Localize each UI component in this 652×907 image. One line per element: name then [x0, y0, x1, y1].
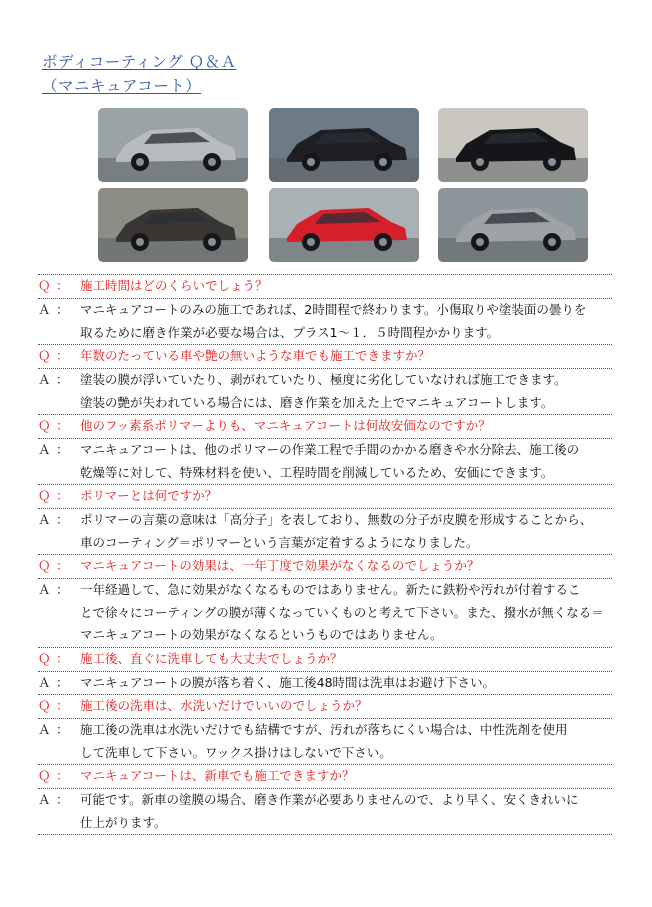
- answer-text: マニキュアコートのみの施工であれば、2時間程で終わります。小傷取りや塗装面の曇りを: [80, 302, 587, 317]
- title-line-2: （マニキュアコート）: [42, 77, 202, 95]
- marker-colon: ：: [56, 278, 69, 293]
- question-row: [38, 345, 612, 368]
- answer-line: [38, 742, 612, 765]
- question-text: ポリマーとは何ですか？: [80, 488, 218, 503]
- answer-line: [38, 509, 612, 532]
- answer-line: [38, 672, 612, 695]
- question-marker: Ｑ: [38, 650, 51, 666]
- marker-colon: ：: [56, 348, 69, 363]
- question-marker: Ｑ: [38, 768, 51, 783]
- question-text: 施工後、直ぐに洗車しても大丈夫でしょうか？: [80, 650, 343, 666]
- answer-text: 車のコーティング＝ポリマーという言葉が定着するようになりました。: [80, 534, 479, 550]
- qa-item: [38, 415, 612, 485]
- question-text: 施工後の洗車は、水洗いだけでいいのでしょうか？: [80, 698, 368, 713]
- marker-colon: ：: [56, 674, 69, 690]
- marker-colon: ：: [56, 698, 69, 713]
- marker-colon: ：: [56, 372, 69, 387]
- answer-line: [38, 812, 612, 835]
- question-marker: Ｑ: [38, 558, 51, 573]
- marker-colon: ：: [56, 582, 69, 597]
- question-marker: Ｑ: [38, 348, 51, 363]
- question-row: [38, 415, 612, 438]
- answer-marker: Ａ: [38, 674, 51, 690]
- question-marker: Ｑ: [38, 488, 51, 503]
- answer-line: [38, 322, 612, 345]
- car-photo-1: [98, 108, 248, 182]
- answer-line: [38, 789, 612, 812]
- car-icon: [98, 108, 248, 182]
- marker-colon: ：: [56, 558, 69, 573]
- page-title: [42, 50, 237, 98]
- answer-text: 可能です。新車の塗膜の場合、磨き作業が必要ありませんので、より早く、安くきれいに: [80, 792, 579, 807]
- answer-text: マニキュアコートは、他のポリマーの作業工程で手間のかかる磨きや水分除去、施工後の: [80, 442, 580, 457]
- marker-colon: ：: [56, 488, 69, 503]
- qa-item: [38, 555, 612, 648]
- answer-line: [38, 579, 612, 602]
- question-marker: Ｑ: [38, 418, 51, 433]
- answer-line: [38, 392, 612, 415]
- answer-text: 仕上がります。: [80, 814, 167, 830]
- question-text: マニキュアコートの効果は、一年丁度で効果がなくなるのでしょうか？: [80, 558, 480, 573]
- question-text: 他のフッ素系ポリマーよりも、マニキュアコートは何故安価なのですか？: [80, 418, 491, 433]
- answer-text: 乾燥等に対して、特殊材料を使い、工程時間を削減しているため、安価にできます。: [80, 464, 554, 480]
- answer-line: [38, 439, 612, 462]
- question-row: [38, 765, 612, 788]
- car-icon: [269, 188, 419, 262]
- answer-text: 塗装の艶が失われている場合には、磨き作業を加えた上でマニキュアコートします。: [80, 394, 554, 410]
- qa-item: [38, 648, 612, 696]
- question-text: マニキュアコートは、新車でも施工できますか？: [80, 768, 355, 783]
- car-icon: [269, 108, 419, 182]
- qa-item: [38, 345, 612, 415]
- marker-colon: ：: [56, 418, 69, 433]
- title-line-1: ボディコーティング Ｑ＆Ａ: [42, 53, 237, 71]
- question-marker: Ｑ: [38, 278, 51, 293]
- qa-item: [38, 765, 612, 835]
- car-photo-4: [98, 188, 248, 262]
- answer-text: して洗車して下さい。ワックス掛けはしないで下さい。: [80, 744, 392, 760]
- question-row: [38, 695, 612, 718]
- answer-text: とで徐々にコーティングの膜が薄くなっていくものと考えて下さい。また、撥水が無くなる＝: [80, 604, 604, 620]
- dotted-divider: [38, 834, 612, 835]
- marker-colon: ：: [56, 512, 69, 527]
- car-icon: [98, 188, 248, 262]
- car-photo-2: [269, 108, 419, 182]
- question-row: [38, 275, 612, 298]
- car-icon: [438, 188, 588, 262]
- answer-text: 塗装の膜が浮いていたり、剥がれていたり、極度に劣化していなければ施工できます。: [80, 372, 567, 387]
- marker-colon: ：: [56, 442, 69, 457]
- qa-list: [38, 274, 612, 835]
- question-marker: Ｑ: [38, 698, 51, 713]
- answer-line: [38, 369, 612, 392]
- marker-colon: ：: [56, 768, 69, 783]
- question-row: [38, 555, 612, 578]
- qa-item: [38, 485, 612, 555]
- question-row: [38, 485, 612, 508]
- answer-marker: Ａ: [38, 302, 51, 317]
- answer-text: マニキュアコートの膜が落ち着く、施工後48時間は洗車はお避け下さい。: [80, 674, 496, 690]
- answer-line: [38, 719, 612, 742]
- marker-colon: ：: [56, 792, 69, 807]
- car-icon: [438, 108, 588, 182]
- marker-colon: ：: [56, 302, 69, 317]
- answer-marker: Ａ: [38, 722, 51, 737]
- answer-line: [38, 532, 612, 555]
- car-photo-3: [438, 108, 588, 182]
- car-photo-6: [438, 188, 588, 262]
- qa-item: [38, 695, 612, 765]
- answer-text: 一年経過して、急に効果がなくなるものではありません。新たに鉄粉や汚れが付着するこ: [80, 582, 581, 597]
- car-photo-grid: [98, 108, 590, 263]
- answer-line: [38, 624, 612, 647]
- car-photo-5: [269, 188, 419, 262]
- answer-marker: Ａ: [38, 582, 51, 597]
- question-row: [38, 648, 612, 671]
- answer-marker: Ａ: [38, 442, 51, 457]
- answer-text: 取るために磨き作業が必要な場合は、プラス1～１．５時間程かかります。: [80, 324, 500, 340]
- qa-item: [38, 275, 612, 345]
- answer-text: ポリマーの言葉の意味は「高分子」を表しており、無数の分子が皮膜を形成することから、: [80, 512, 593, 527]
- question-text: 年数のたっている車や艶の無いような車でも施工できますか？: [80, 348, 431, 363]
- answer-marker: Ａ: [38, 792, 51, 807]
- marker-colon: ：: [56, 722, 69, 737]
- answer-text: 施工後の洗車は水洗いだけでも結構ですが、汚れが落ちにくい場合は、中性洗剤を使用: [80, 722, 568, 737]
- marker-colon: ：: [56, 650, 69, 666]
- answer-text: マニキュアコートの効果がなくなるというものではありません。: [80, 627, 443, 642]
- answer-marker: Ａ: [38, 512, 51, 527]
- answer-line: [38, 602, 612, 625]
- answer-marker: Ａ: [38, 372, 51, 387]
- answer-line: [38, 299, 612, 322]
- question-text: 施工時間はどのくらいでしょう？: [80, 278, 268, 293]
- answer-line: [38, 462, 612, 485]
